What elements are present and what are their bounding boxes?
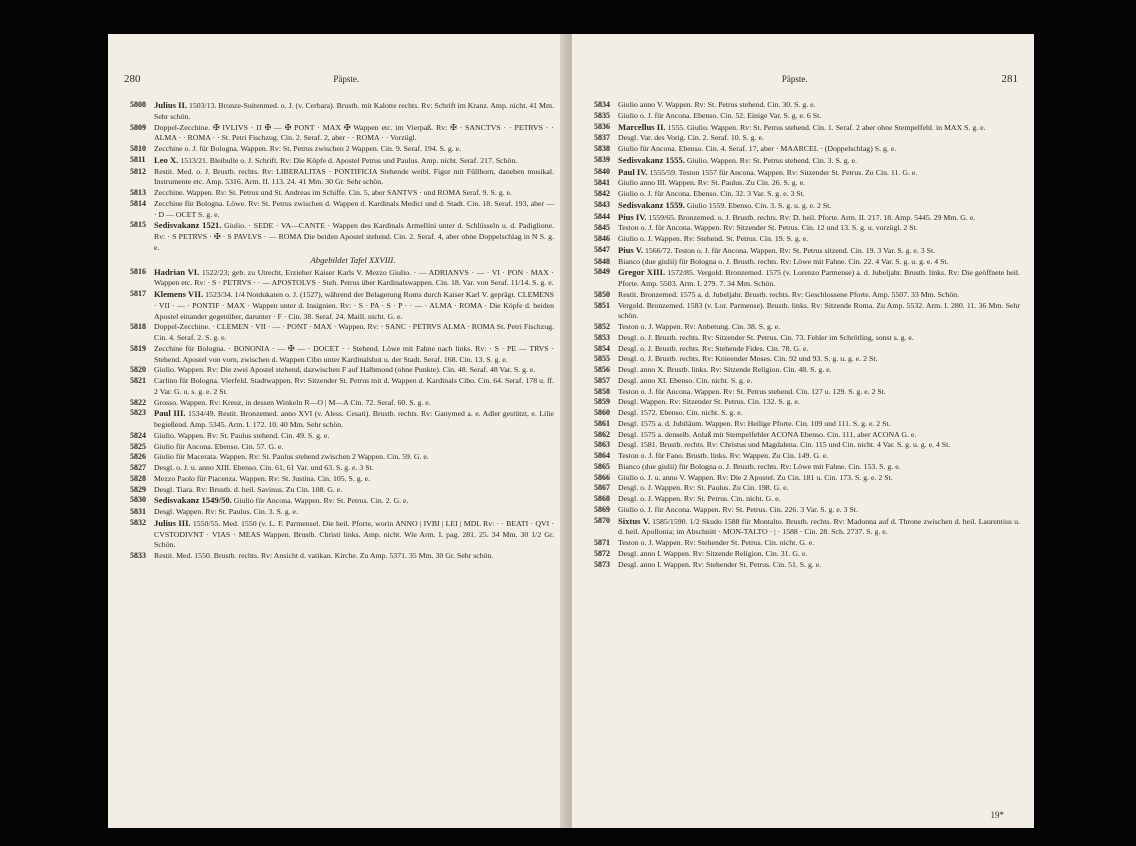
catalog-entry bbox=[572, 430, 1034, 441]
lot-number: 5815 bbox=[130, 220, 146, 230]
catalog-entry bbox=[572, 387, 1034, 398]
entry-text: Desgl. o. J. u. anno XIII. Ebenso. Cin. 61, 61 Var. und 63. S. g. e. 3 St. bbox=[154, 463, 374, 472]
lot-number: 5847 bbox=[594, 244, 610, 254]
catalog-entry bbox=[108, 518, 568, 551]
catalog-entry bbox=[108, 485, 568, 496]
lot-number: 5833 bbox=[130, 551, 146, 560]
lot-number: 5856 bbox=[594, 365, 610, 374]
catalog-entry bbox=[108, 344, 568, 366]
catalog-entry bbox=[572, 483, 1034, 494]
catalog-entry bbox=[572, 290, 1034, 301]
catalog-entry bbox=[572, 333, 1034, 344]
entry-text: 1572/85. Vergold. Bronzemed. 1575 (v. Lorenzo Parmense) a. d. Jubeljahr. Brustb. links. Rv: Die geöffnete heil. Pforte. Amp. 5503. Arm. I. 279. 7. 34 Mm. Schön. bbox=[618, 268, 1020, 288]
entry-text: 1550/55. Med. 1550 (v. L. F. Parmensel. Die heil. Pforte, worin ANNO | IVBI | LEI | MDL Rv: · · BEATI · QVI · CVSTODIVNT · VIAS · MEAS Wappen. Brustb. Christi links. Amp. nicht. Wie Arm. I. pag. 281. 25. 34 Mm. 30 1/2 Gr. Schön. bbox=[154, 518, 554, 550]
right-page-header bbox=[588, 72, 1018, 86]
catalog-entry bbox=[572, 155, 1034, 167]
catalog-entry bbox=[108, 408, 568, 431]
lot-number: 5810 bbox=[130, 144, 146, 153]
entry-text: Desgl. Tiara. Rv: Brustb. d. heil. Savinus. Zu Cin. 108. G. e. bbox=[154, 484, 343, 494]
lot-number: 5837 bbox=[594, 133, 610, 143]
lot-number: 5823 bbox=[130, 408, 146, 418]
catalog-entry bbox=[572, 440, 1034, 451]
entry-text: Desgl. Wappen. Rv: Sitzender St. Petrus. Cin. 132. S. g. e. bbox=[618, 397, 800, 407]
catalog-entry bbox=[572, 223, 1034, 234]
lot-number: 5838 bbox=[594, 144, 610, 153]
entry-text: Desgl. anno I. Wappen. Rv: Sitzende Religion. Cin. 31. G. e. bbox=[618, 548, 808, 558]
entry-text: Giulio. Wappen. Rv: St. Paulus stehend. Cin. 49. S. g. e. bbox=[154, 430, 330, 440]
entry-text: Zecchine o. J. für Bologna. Wappen. Rv: St. Petrus zwischen 2 Wappen. Cin. 9. Seraf. 194. S. g. e. bbox=[154, 144, 462, 153]
entry-heading: Julius III. bbox=[154, 517, 191, 528]
entry-text: Desgl. anno X. Brustb. links. Rv: Sitzende Religion. Cin. 48. S. g. e. bbox=[618, 365, 832, 374]
lot-number: 5872 bbox=[594, 548, 610, 558]
lot-number: 5817 bbox=[130, 289, 146, 298]
catalog-entry bbox=[572, 397, 1034, 408]
left-page bbox=[108, 34, 568, 828]
entry-text: Giulio. Wappen. Rv: Die zwei Apostel stehend, dazwischen F auf Halbmond (ohne Punkte). Cin. 48. Seraf. 48 Var. S. g. e. bbox=[154, 365, 536, 375]
entry-text: Desgl. o. J. Wappen. Rv: St. Paulus. Zu Cin. 198. G. e. bbox=[618, 483, 789, 493]
entry-heading: Marcellus II. bbox=[618, 121, 666, 132]
catalog-entry bbox=[108, 199, 568, 221]
catalog-entry bbox=[572, 408, 1034, 419]
lot-number: 5827 bbox=[130, 463, 146, 472]
entry-text: Teston o. J. für Fano. Brustb. links. Rv: Wappen. Zu Cin. 149. G. e. bbox=[618, 451, 829, 460]
lot-number: 5809 bbox=[130, 122, 146, 132]
lot-number: 5839 bbox=[594, 154, 610, 164]
catalog-entry bbox=[572, 301, 1034, 323]
lot-number: 5814 bbox=[130, 198, 146, 208]
right-page bbox=[572, 34, 1034, 828]
lot-number: 5848 bbox=[594, 256, 610, 266]
entry-heading: Gregor XIII. bbox=[618, 267, 666, 278]
catalog-entry bbox=[572, 144, 1034, 155]
entry-heading: Pius V. bbox=[618, 244, 643, 255]
catalog-entry bbox=[108, 144, 568, 155]
lot-number: 5821 bbox=[130, 376, 146, 385]
entry-text: 1513/21. Bleibulle o. J. Schrift. Rv: Die Köpfe d. Apostel Petrus und Paulus. Amp. nicht. Seraf. 217. Schön. bbox=[180, 155, 518, 165]
entry-text: 1555/59. Teston 1557 für Ancona. Wappen. Rv: Sitzender St. Petrus. Zu Cin. 11. G. e. bbox=[649, 167, 918, 177]
catalog-entry bbox=[572, 560, 1034, 571]
lot-number: 5841 bbox=[594, 178, 610, 188]
entry-text: Doppel-Zecchine. · CLEMEN · VII · — · PONT · MAX · Wappen. Rv: · SANC · PETRVS ALMA · ROMA St. Petri Fischzug. Cin. 4. Seraf. 2. S. g. e. bbox=[154, 322, 554, 342]
lot-number: 5852 bbox=[594, 322, 610, 331]
lot-number: 5843 bbox=[594, 199, 610, 209]
catalog-entry bbox=[108, 365, 568, 376]
entry-text: 1534/49. Restit. Bronzemed. anno XVI (v. Aless. Cesati). Brustb. rechts. Rv: Ganymed a. e. Adler gestützt, e. Lilie begießend. Amp. 5345. Arm. I. 172. 10. 40 Mm. Sehr schön. bbox=[154, 409, 554, 429]
entry-text: Giulio. Wappen. Rv: St. Petrus stehend. Cin. 3. S. g. e. bbox=[686, 155, 857, 165]
right-page-number: 281 bbox=[1001, 73, 1018, 85]
catalog-entry bbox=[108, 100, 568, 123]
entry-text: Desgl. 1581. Brustb. rechts. Rv: Christus und Magdalena. Cin. 115 und Cin. nicht. 4 Var. S. g. u. g. e. 4 St. bbox=[618, 440, 951, 450]
entry-text: Teston o. J. Wappen. Rv: Anbetung. Cin. 38. S. g. e. bbox=[618, 322, 781, 331]
catalog-entry bbox=[572, 200, 1034, 212]
lot-number: 5834 bbox=[594, 100, 610, 109]
lot-number: 5829 bbox=[130, 484, 146, 494]
signature-mark: 19* bbox=[990, 810, 1004, 820]
lot-number: 5862 bbox=[594, 429, 610, 439]
catalog-entry bbox=[572, 516, 1034, 539]
lot-number: 5865 bbox=[594, 461, 610, 471]
catalog-entry bbox=[572, 538, 1034, 549]
lot-number: 5849 bbox=[594, 267, 610, 277]
lot-number: 5844 bbox=[594, 211, 610, 221]
lot-number: 5832 bbox=[130, 517, 146, 527]
entry-text: Giulio o. J. für Ancona. Ebenso. Cin. 32. 3 Var. S. g. e. 3 St. bbox=[618, 189, 805, 198]
entry-text: Desgl. 1575 a. denselb. Anlaß mit Stempelfehler ACONA Ebenso. Cin. 111, aber ACONA G. e. bbox=[618, 429, 917, 439]
catalog-entry bbox=[108, 442, 568, 453]
entry-text: Giulio für Ancona. Ebenso. Cin. 4. Seraf. 17, aber · MAARCEL · (Doppelschlag) S. g. e. bbox=[618, 144, 897, 153]
catalog-entry bbox=[108, 376, 568, 398]
entry-text: Teston o. J. Wappen. Rv: Stehender St. Petrus. Cin. nicht. G. e. bbox=[618, 538, 815, 547]
catalog-entry bbox=[572, 111, 1034, 122]
catalog-entry bbox=[572, 178, 1034, 189]
right-page-body bbox=[572, 100, 1034, 816]
catalog-entry bbox=[572, 267, 1034, 290]
catalog-entry bbox=[572, 212, 1034, 224]
entry-heading: Sixtus V. bbox=[618, 515, 650, 526]
lot-number: 5860 bbox=[594, 408, 610, 417]
catalog-entry bbox=[572, 354, 1034, 365]
left-page-header bbox=[124, 72, 552, 86]
entry-text: Mezzo Paolo für Piacenza. Wappen. Rv: St. Justina. Cin. 105. S. g. e. bbox=[154, 473, 370, 483]
right-running-head: Päpste. bbox=[781, 74, 808, 84]
lot-number: 5854 bbox=[594, 343, 610, 353]
lot-number: 5855 bbox=[594, 354, 610, 364]
entry-text: 1555. Giulio. Wappen. Rv: St. Petrus stehend. Cin. 1. Seraf. 2 aber ohne Stempelfehl. in MAX S. g. e. bbox=[667, 122, 986, 132]
lot-number: 5851 bbox=[594, 300, 610, 310]
entry-text: 1503/13. Bronze-Suitenmed. o. J. (v. Cerbara). Brustb. mit Kalotte rechts. Rv: Schrift im Kranz. Amp. nicht. 41 Mm. Sehr schön. bbox=[154, 101, 554, 121]
entry-text: Giulio für Ancona. Ebenso. Cin. 57. G. e. bbox=[154, 441, 284, 451]
lot-number: 5825 bbox=[130, 441, 146, 451]
entry-text: Zecchine für Bologna. · BONONIA · — ✠ — · DOCET · · Stehend. Löwe mit Fahne nach links. Rv: · S · PE — TRVS · Stehend. Apostel von vorn, zwischen d. Wappen Cibo unter Kardinalshut u. der Stadt. Seraf. 168. Cin. 13. S. g. e. bbox=[154, 343, 554, 364]
lot-number: 5830 bbox=[130, 495, 146, 505]
catalog-entry bbox=[108, 322, 568, 344]
entry-text: Giulio für Ancona. Wappen. Rv: St. Petrus. Cin. 2. G. e. bbox=[233, 496, 409, 506]
catalog-entry bbox=[572, 419, 1034, 430]
entry-text: Desgl. 1572. Ebenso. Cin. nicht. S. g. e. bbox=[618, 408, 743, 417]
catalog-entry bbox=[572, 505, 1034, 516]
lot-number: 5826 bbox=[130, 452, 146, 462]
entry-text: Desgl. anno I. Wappen. Rv: Stehender St. Petrus. Cin. 51. S. g. e. bbox=[618, 559, 822, 569]
lot-number: 5842 bbox=[594, 189, 610, 198]
entry-text: 1522/23; geb. zu Utrecht, Erzieher Kaiser Karls V. Mezzo Giulio. · — ADRIANVS · — · VI · PON · MAX · Wappen etc. Rv: · S · PETRVS · · — APOSTOLVS · Steh. Petrus über Kardinalswappen. Cin. 18. Var. von Seraf. 11/14. S. g. e. bbox=[154, 267, 555, 288]
lot-number: 5863 bbox=[594, 440, 610, 450]
entry-text: Desgl. Var. des Vorig. Cin. 2. Seraf. 10. S. g. e. bbox=[618, 133, 764, 143]
entry-text: Giulio. · SEDE · VA—CANTE · Wappen des Kardinals Armellini unter d. Schlüsseln u. d. Padiglione. Rv: · S PETRVS · ✠ · S PAVLVS · — ROMA Die beiden Apostel stehend. Cin. 2. Seraf. 4, aber ohne Doppelschlag in N S. g. e. bbox=[154, 221, 555, 252]
entry-text: Giulio o. J. u. anno V. Wappen. Rv: Die 2 Apostel. Zu Cin. 181 u. Cin. 173. S. g. e. 2 St. bbox=[618, 472, 893, 482]
lot-number: 5822 bbox=[130, 397, 146, 407]
entry-text: Zecchine für Bologna. Löwe. Rv: St. Petrus zwischen d. Wappen d. Kardinals Medici und d. Stadt. Cin. 18. Seraf. 193, aber — · D — OCET S. g. e. bbox=[154, 198, 554, 219]
lot-number: 5819 bbox=[130, 343, 146, 353]
entry-text: Giulio o. J. für Ancona. Ebenso. Cin. 52. Einige Var. S. g. e. 6 St. bbox=[618, 110, 822, 120]
entry-text: Vergold. Bronzemed. 1583 (v. Lor. Parmense). Brustb. links. Rv: Sitzende Roma. Zu Amp. 5532. Arm. I. 280. 11. 36 Mm. Sehr schön. bbox=[618, 300, 1020, 321]
entry-text: Grosso. Wappen. Rv: Kreuz, in dessen Winkeln R—O | M—A Cin. 72. Seraf. 60. S. g. e. bbox=[154, 397, 431, 407]
catalog-entry bbox=[572, 133, 1034, 144]
lot-number: 5845 bbox=[594, 223, 610, 233]
catalog-entry bbox=[572, 473, 1034, 484]
catalog-entry bbox=[572, 245, 1034, 257]
catalog-entry bbox=[108, 289, 568, 322]
catalog-entry bbox=[572, 376, 1034, 387]
catalog-entry bbox=[108, 167, 568, 189]
entry-text: Giulio o. J. Wappen. Rv: Stehend. St. Petrus. Cin. 19. S. g. e. bbox=[618, 234, 809, 243]
lot-number: 5868 bbox=[594, 494, 610, 503]
lot-number: 5828 bbox=[130, 473, 146, 483]
entry-text: Restit. Med. o. J. Brustb. rechts. Rv: LIBERALITAS · PONTIFICIA Stehende weibl. Figur mit Füllhorn, daneben musikal. Instrumente etc. Amp. 5316. Arm. II. 113. 24. 41 Mm. 30 Gr. Sehr schön. bbox=[154, 166, 554, 187]
lot-number: 5831 bbox=[130, 507, 146, 516]
catalog-entry bbox=[108, 551, 568, 562]
lot-number: 5812 bbox=[130, 166, 146, 176]
catalog-entry bbox=[108, 220, 568, 253]
lot-number: 5871 bbox=[594, 538, 610, 547]
lot-number: 5861 bbox=[594, 418, 610, 428]
entry-heading: Sedisvakanz 1555. bbox=[618, 154, 685, 165]
entry-heading: Sedisvakanz 1559. bbox=[618, 199, 685, 210]
catalog-entry bbox=[572, 122, 1034, 134]
entry-text: Desgl. anno XI. Ebenso. Cin. nicht. S. g. e. bbox=[618, 375, 753, 385]
catalog-entry bbox=[108, 495, 568, 507]
entry-text: Zecchine. Wappen. Rv: St. Petrus und St. Andreas im Schiffe. Cin. 5, aber SANTVS · und ROMA Seraf. 9. S. g. e. bbox=[154, 188, 512, 197]
catalog-entry bbox=[572, 344, 1034, 355]
entry-text: Giulio anno V. Wappen. Rv: St. Petrus stehend. Cin. 30. S. g. e. bbox=[618, 100, 816, 109]
lot-number: 5850 bbox=[594, 289, 610, 299]
lot-number: 5813 bbox=[130, 188, 146, 197]
catalog-entry bbox=[572, 189, 1034, 200]
lot-number: 5859 bbox=[594, 397, 610, 407]
catalog-entry bbox=[108, 507, 568, 518]
lot-number: 5840 bbox=[594, 166, 610, 176]
entry-heading: Klemens VII. bbox=[154, 289, 204, 299]
entry-text: Restit. Bronzemed. 1575 a. d. Jubeljahr. Brustb. rechts. Rv: Geschlossene Pforte. Amp. 5507. 33 Mm. Schön. bbox=[618, 289, 960, 299]
catalog-entry bbox=[572, 451, 1034, 462]
entry-text: Teston o. J. für Ancona. Wappen. Rv: St. Petrus stehend. Cin. 127 u. 129. S. g. e. 2 St. bbox=[618, 386, 886, 396]
catalog-entry bbox=[572, 167, 1034, 179]
entry-text: Desgl. 1575 a. d. Jubiläum. Wappen. Rv: Heilige Pforte. Cin. 109 und 111. S. g. e. 2 St. bbox=[618, 418, 891, 428]
entry-text: 1585/1590. 1/2 Skudo 1588 für Montalto. Brustb. rechts. Rv: Madonna auf d. Throne zwischen d. heil. Laurentius u. d. heil. Apollonia; im Abschnitt · MON-TALTO · | · 1588 · Cin. 28. Sch. 2737. S. g. e. bbox=[618, 516, 1020, 537]
entry-text: Desgl. o. J. Brustb. rechts. Rv: Stehende Fides. Cin. 78. G. e. bbox=[618, 343, 809, 353]
entry-text: Giulio o. J. für Ancona. Wappen. Rv: St. Petrus. Cin. 226. 3 Var. S. g. e. 3 St. bbox=[618, 504, 858, 514]
catalog-entry bbox=[108, 123, 568, 145]
entry-text: Carlino für Bologna. Vierfeld. Stadtwappen. Rv: Sitzender St. Petrus mit d. Wappen d. Kardinals Cibo. Cin. 64. Seraf. 178 u. ff. 2 Var. G. u. s. g. e. 2 St. bbox=[154, 376, 554, 396]
entry-text: Restit. Med. 1550. Brustb. rechts. Rv: Ansicht d. vatikan. Kirche. Zu Amp. 5371. 35 Mm. 30 Gr. Sehr schön. bbox=[154, 551, 494, 560]
lot-number: 5873 bbox=[594, 559, 610, 569]
entry-text: Bianco (due giulii) für Bologna o. J. Brustb. rechts. Rv: Löwe mit Fahne. Cin. 153. S. g. e. bbox=[618, 461, 901, 471]
entry-text: 1566/72. Teston o. J. für Ancona. Wappen. Rv: St. Petrus sitzend. Cin. 19. 3 Var. S. g. e. 3 St. bbox=[644, 245, 936, 255]
entry-heading: Sedisvakanz 1549/50. bbox=[154, 495, 232, 506]
entry-heading: Hadrian VI. bbox=[154, 266, 200, 277]
lot-number: 5869 bbox=[594, 504, 610, 514]
entry-text: Bianco (due giulii) für Bologna o. J. Brustb. rechts. Rv: Löwe mit Fahne. Cin. 22. 4 Var. S. g. u. g. e. 4 St. bbox=[618, 256, 949, 266]
entry-heading: Paul IV. bbox=[618, 166, 648, 177]
catalog-entry bbox=[108, 398, 568, 409]
catalog-entry bbox=[108, 463, 568, 474]
entry-text: Desgl. Wappen. Rv: St. Paulus. Cin. 3. S. g. e. bbox=[154, 507, 298, 516]
lot-number: 5864 bbox=[594, 451, 610, 460]
catalog-entry bbox=[572, 494, 1034, 505]
lot-number: 5811 bbox=[130, 154, 146, 164]
lot-number: 5835 bbox=[594, 110, 610, 120]
lot-number: 5857 bbox=[594, 375, 610, 385]
plate-reference: Abgebildet Tafel XXVIII. bbox=[310, 254, 396, 265]
entry-heading: Paul III. bbox=[154, 408, 186, 419]
catalog-entry bbox=[108, 188, 568, 199]
entry-heading: Julius II. bbox=[154, 100, 187, 110]
lot-number: 5808 bbox=[130, 100, 146, 109]
lot-number: 5820 bbox=[130, 365, 146, 375]
lot-number: 5853 bbox=[594, 332, 610, 342]
left-running-head: Päpste. bbox=[333, 74, 360, 84]
entry-text: Giulio anno III. Wappen. Rv: St. Paulus. Zu Cin. 26. S. g. e. bbox=[618, 178, 805, 188]
catalog-entry bbox=[108, 474, 568, 485]
entry-text: Giulio 1559. Ebenso. Cin. 3. S. g. u. g. e. 2 St. bbox=[686, 200, 832, 210]
catalog-entry bbox=[572, 322, 1034, 333]
entry-text: 1523/34. 1/4 Notdukaten o. J. (1527), während der Belagerung Roms durch Kaiser Karl V. geprägt. CLEMENS · VII · — · PONTIF · MAX · Wappen unter d. Insignien. Rv: · S · PA · S · P · · — · ALMA · ROMA · Die Köpfe d. beiden Apostel einander gegenüber, darunter · F · Cin. 38. Seraf. 24. Maill. nicht. G. e. bbox=[154, 290, 554, 321]
entry-text: Desgl. o. J. Brustb. rechts. Rv: Sitzender St. Petrus. Cin. 73. Fehler im Schrötling, sonst s. g. e. bbox=[618, 332, 914, 342]
entry-text: Desgl. o. J. Brustb. rechts. Rv: Knieender Moses. Cin. 92 und 93. S. g. u. g. e. 2 St. bbox=[618, 354, 878, 364]
lot-number: 5870 bbox=[594, 515, 610, 525]
left-page-number: 280 bbox=[124, 73, 141, 85]
catalog-entry bbox=[572, 257, 1034, 268]
entry-heading: Sedisvakanz 1521. bbox=[154, 220, 222, 231]
entry-heading: Leo X. bbox=[154, 154, 179, 165]
lot-number: 5867 bbox=[594, 483, 610, 493]
catalog-entry bbox=[108, 155, 568, 167]
catalog-entry bbox=[572, 100, 1034, 111]
entry-text: Doppel-Zecchine. ✠ IVLIVS · II ✠ — ✠ PONT · MAX ✠ Wappen etc. im Vierpaß. Rv: ✠ · SANCTVS · · PETRVS · · ALMA · · ROMA · · St. Petri Fischzug. Cin. 2. Seraf. 2, aber · · ROMA · · Vorzügl. bbox=[154, 122, 554, 143]
entry-text: 1559/65. Bronzemed. o. J. Brustb. rechts. Rv: D. heil. Pforte. Arm. II. 217. 18. Amp. 5445. 29 Mm. G. e. bbox=[648, 212, 976, 222]
entry-heading: Pius IV. bbox=[618, 211, 647, 222]
catalog-entry bbox=[108, 267, 568, 290]
lot-number: 5824 bbox=[130, 430, 146, 440]
catalog-entry bbox=[572, 234, 1034, 245]
lot-number: 5866 bbox=[594, 472, 610, 482]
entry-text: Teston o. J. für Ancona. Wappen. Rv: Sitzender St. Petrus. Cin. 12 und 13. S. g. u. vorzügl. 2 St. bbox=[618, 223, 918, 233]
lot-number: 5816 bbox=[130, 266, 146, 276]
lot-number: 5846 bbox=[594, 234, 610, 243]
lot-number: 5858 bbox=[594, 386, 610, 396]
catalog-entry bbox=[108, 431, 568, 442]
catalog-entry bbox=[108, 452, 568, 463]
entry-text: Giulio für Macerata. Wappen. Rv: St. Paulus stehend zwischen 2 Wappen. Cin. 59. G. e. bbox=[154, 452, 429, 462]
catalog-entry bbox=[572, 549, 1034, 560]
entry-text: Desgl. o. J. Wappen. Rv: St. Petrus. Cin. nicht. G. e. bbox=[618, 494, 781, 503]
catalog-entry bbox=[572, 365, 1034, 376]
left-page-body bbox=[108, 100, 568, 816]
catalog-entry bbox=[572, 462, 1034, 473]
lot-number: 5818 bbox=[130, 322, 146, 332]
lot-number: 5836 bbox=[594, 121, 610, 131]
